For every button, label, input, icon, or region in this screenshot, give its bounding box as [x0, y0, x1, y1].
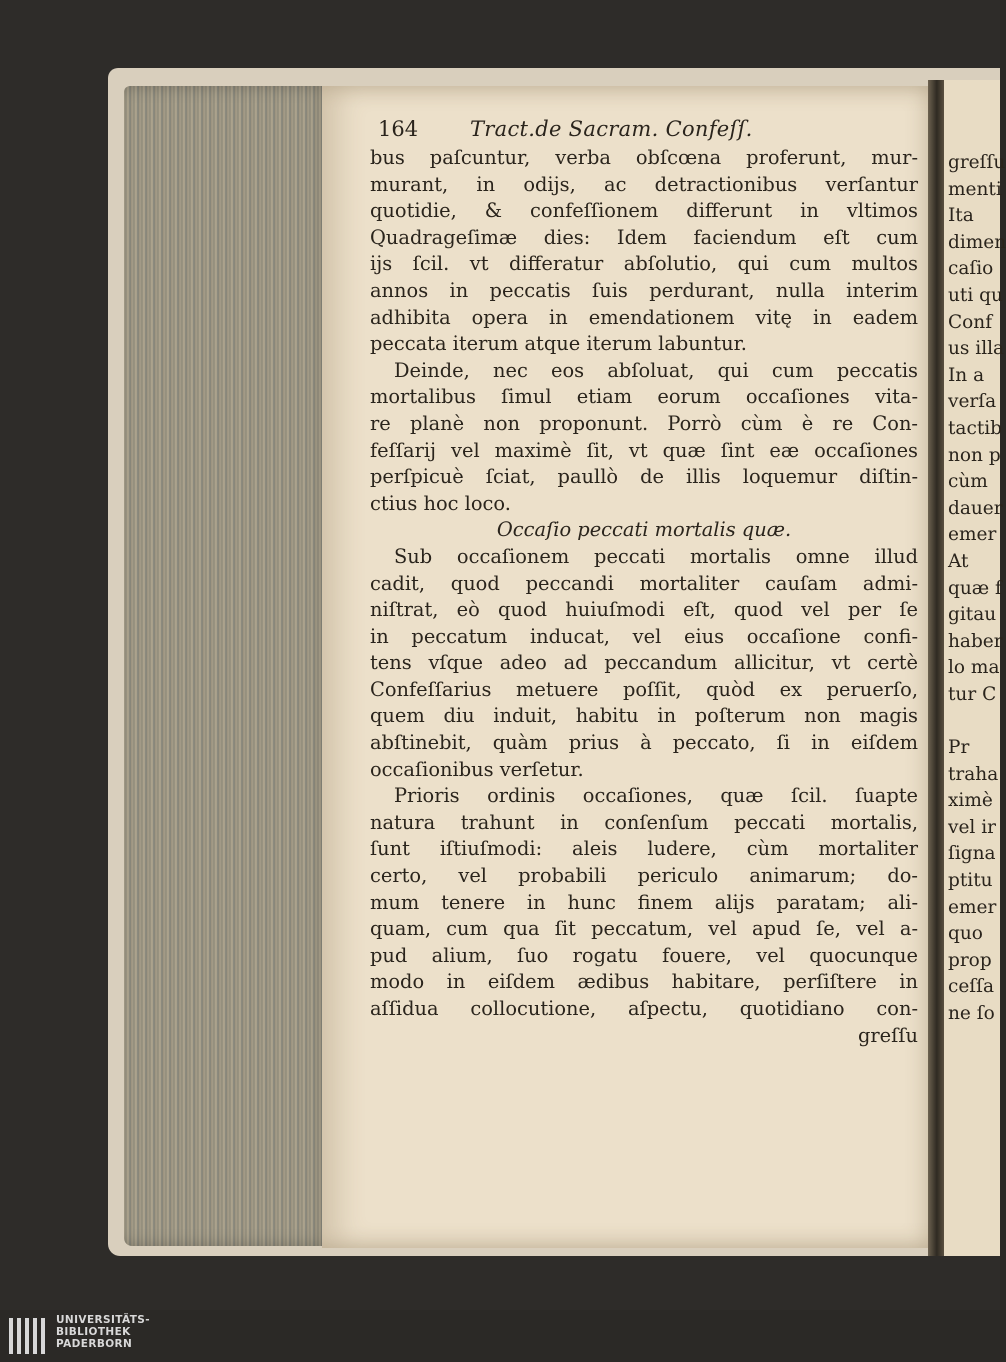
facing-text-line: dauer — [948, 497, 1003, 519]
text-line: certo, vel probabili periculo animarum; do- — [370, 864, 918, 888]
text-line: ſunt iſtiuſmodi: aleis ludere, cùm mortaliter — [370, 837, 918, 861]
text-line: bus paſcuntur, verba obſcœna proferunt, mur- — [370, 146, 918, 169]
library-columns-icon — [8, 1316, 48, 1356]
text-line: occaſionibus verſetur. — [370, 757, 584, 781]
page-number: 164 — [378, 117, 419, 141]
facing-text-line: vel ir — [948, 816, 996, 838]
text-line: natura trahunt in conſenſum peccati mortalis, — [370, 810, 918, 834]
text-line: tens vſque adeo ad peccandum allicitur, vt certè — [370, 651, 918, 675]
footer-bar — [0, 1310, 1000, 1362]
library-name-line: PADERBORN — [56, 1338, 133, 1350]
text-line: niſtrat, eò quod huiuſmodi eſt, quod vel per ſe — [370, 598, 918, 622]
facing-page — [944, 80, 1006, 1256]
facing-text-line: gitau — [948, 604, 997, 626]
text-line: annos in peccatis ſuis perdurant, nulla interim — [370, 278, 918, 302]
text-line: mortalibus ſimul etiam eorum occaſiones vita- — [370, 385, 918, 409]
facing-page-text — [944, 150, 1006, 1028]
book-fore-edge — [124, 86, 334, 1246]
text-line: adhibita opera in emendationem vitę in eadem — [370, 305, 918, 329]
text-line: pud alium, ſuo rogatu fouere, vel quocunque — [370, 943, 918, 967]
text-line: Sub occaſionem peccati mortalis omne illud — [394, 544, 918, 568]
facing-text-line: lo ma — [948, 657, 1000, 679]
text-line: feſſarij vel maximè ſit, vt quæ ſint eæ occaſiones — [370, 438, 918, 462]
facing-text-line: us illa — [948, 338, 1005, 360]
facing-text-line: haber — [948, 630, 1003, 652]
facing-text-line: ſigna — [948, 843, 996, 865]
page-header — [370, 116, 918, 145]
library-name — [56, 1314, 150, 1350]
library-name-line: BIBLIOTHEK — [56, 1326, 131, 1338]
facing-text-line: ne ſo — [948, 1003, 995, 1024]
library-name-line: UNIVERSITÄTS- — [56, 1314, 151, 1326]
page-body — [370, 145, 918, 1023]
text-line: cadit, quod peccandi mortaliter cauſam admi- — [370, 571, 918, 595]
text-line: aſſidua collocutione, aſpectu, quotidiano con- — [370, 997, 918, 1020]
text-line: Quadrageſimæ dies: Idem faciendum eſt cum — [370, 225, 918, 249]
facing-text-line: dimen — [948, 231, 1006, 253]
facing-text-line: menti — [948, 178, 1002, 200]
text-line: ctius hoc loco. — [370, 491, 511, 515]
text-line: re planè non proponunt. Porrò cùm è re Con- — [370, 411, 918, 435]
facing-text-line: caſio — [948, 258, 994, 280]
facing-text-line: tur C — [948, 683, 997, 705]
text-line: in peccatum inducat, vel eius occaſione confi- — [370, 624, 918, 648]
facing-text-line: traha — [948, 763, 999, 785]
facing-text-line: emer — [948, 896, 997, 918]
facing-text-line: ximè — [948, 790, 993, 812]
running-title: Tract.de Sacram. Confeſſ. — [470, 117, 753, 141]
text-line: Confeſſarius metuere poſſit, quòd ex peruerſo, — [370, 677, 918, 701]
text-line: Deinde, nec eos abſoluat, qui cum peccatis — [394, 358, 918, 382]
facing-text-line: tactib — [948, 417, 1003, 439]
page-text — [370, 116, 918, 1049]
text-line: mum tenere in hunc finem alijs paratam; ali- — [370, 890, 918, 914]
facing-text-line: Ita — [948, 205, 974, 227]
facing-text-line: ceſſa — [948, 976, 995, 998]
facing-text-line: prop — [948, 949, 992, 971]
text-line: murant, in odijs, ac detractionibus verſantur — [370, 172, 918, 196]
facing-text-line: quæ f — [948, 577, 1002, 599]
facing-text-line: cùm — [948, 471, 988, 493]
facing-text-line: At — [948, 550, 969, 572]
section-heading: Occaſio peccati mortalis quæ. — [496, 518, 792, 542]
facing-text-line: ptitu — [948, 870, 993, 892]
text-line: quam, cum qua ſit peccatum, vel apud ſe, vel a- — [370, 917, 918, 941]
text-line: ijs ſcil. vt differatur abſolutio, qui cum multos — [370, 252, 918, 276]
text-line: quotidie, & confeſſionem differunt in vltimos — [370, 199, 918, 223]
facing-text-line: Pr — [948, 737, 970, 759]
book-gutter — [928, 80, 944, 1256]
text-line: modo in eiſdem ædibus habitare, perſiſtere in — [370, 970, 918, 994]
facing-text-line: In a — [948, 364, 985, 386]
text-line: peccata iterum atque iterum labuntur. — [370, 332, 747, 356]
facing-text-line: quo — [948, 923, 983, 945]
catchword: greſſu — [858, 1023, 918, 1047]
text-line: abſtinebit, quàm prius à peccato, ſi in eiſdem — [370, 731, 918, 755]
facing-text-line: emer — [948, 524, 997, 546]
text-line: perſpicuè ſciat, paullò de illis loquemur diſtin- — [370, 465, 918, 489]
facing-text-line: greſſu — [948, 152, 1006, 173]
facing-text-line: uti qu — [948, 284, 1003, 306]
facing-text-line: non p — [948, 444, 1001, 466]
text-line: quem diu induit, habitu in poſterum non magis — [370, 704, 918, 728]
text-line: Prioris ordinis occaſiones, quæ ſcil. ſuapte — [394, 784, 918, 808]
facing-text-line: verſa — [948, 391, 997, 413]
facing-text-line — [944, 708, 1006, 735]
facing-text-line: Conf — [948, 311, 993, 333]
